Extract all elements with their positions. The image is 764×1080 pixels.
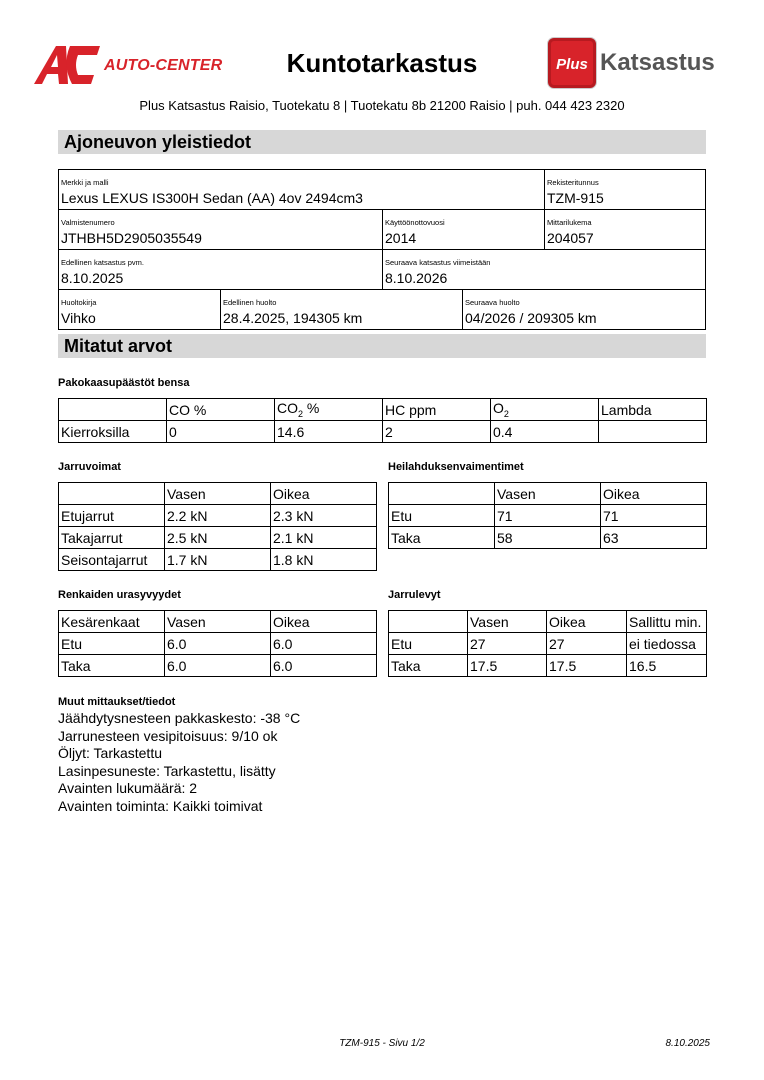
discs-row-label: Taka [389,655,468,677]
discs-min: 16.5 [627,655,707,677]
table-row [389,611,707,633]
list-item: Avainten toiminta: Kaikki toimivat [58,797,263,814]
shocks-header-right: Oikea [601,483,707,505]
shocks-table [388,482,707,549]
year-value: 2014 [385,230,417,246]
tyres-header-left: Vasen [165,611,271,633]
table-row [59,483,377,505]
discs-left: 17.5 [468,655,547,677]
discs-table [388,610,707,677]
emissions-lambda [599,421,707,443]
emissions-co: 0 [167,421,275,443]
info-row-3 [59,250,705,290]
table-row [59,527,377,549]
table-row [389,655,707,677]
list-item: Jäähdytysnesteen pakkaskesto: -38 °C [58,710,301,726]
tyres-header-type: Kesärenkaat [59,611,165,633]
table-row [59,505,377,527]
brakes-row-label: Seisontajarrut [59,549,165,571]
contact-line: Plus Katsastus Raisio, Tuotekatu 8 | Tuotekatu 8b 21200 Raisio | puh. 044 423 2320 [139,98,625,113]
shocks-right: 71 [601,505,707,527]
brakes-row-label: Takajarrut [59,527,165,549]
discs-right: 17.5 [547,655,627,677]
reg-value: TZM-915 [547,190,604,206]
tyres-row-label: Etu [59,633,165,655]
next-insp-cell [383,250,705,289]
shocks-row-label: Taka [389,527,495,549]
general-info-grid [58,169,706,330]
year-cell [383,210,545,249]
book-cell [59,290,221,329]
footer-page: TZM-915 - Sivu 1/2 [339,1038,425,1049]
next-insp-label: Seuraava katsastus viimeistään [385,258,491,267]
other-title: Muut mittaukset/tiedot [58,696,176,708]
emissions-header-o2: $O_2$ [491,399,599,421]
discs-title: Jarrulevyt [388,589,441,601]
list-item: Jarrunesteen vesipitoisuus: 9/10 ok [58,727,278,744]
next-service-label: Seuraava huolto [465,298,520,307]
discs-min: ei tiedossa [627,633,707,655]
list-item: Lasinpesuneste: Tarkastettu, lisätty [58,762,276,779]
emissions-row-label: Kierroksilla [59,421,167,443]
vin-cell [59,210,383,249]
discs-header-left: Vasen [468,611,547,633]
brakes-table [58,482,377,571]
discs-left: 27 [468,633,547,655]
last-service-label: Edellinen huolto [223,298,277,307]
brakes-left: 1.7 kN [165,549,271,571]
other-list [58,710,300,815]
last-service-cell [221,290,463,329]
emissions-co2: 14.6 [275,421,383,443]
table-row [389,505,707,527]
discs-right: 27 [547,633,627,655]
emissions-corner [59,399,167,421]
list-item: Avainten lukumäärä: 2 [58,780,198,796]
tyres-table [58,610,377,677]
last-insp-cell [59,250,383,289]
discs-row-label: Etu [389,633,468,655]
brakes-right: 2.3 kN [271,505,377,527]
book-label: Huoltokirja [61,298,97,307]
shocks-left: 58 [495,527,601,549]
brakes-left: 2.2 kN [165,505,271,527]
next-insp-value: 8.10.2026 [385,270,448,286]
tyres-right: 6.0 [271,655,377,677]
info-row-4 [59,290,705,330]
next-service-cell [463,290,705,329]
book-value: Vihko [61,310,96,326]
table-row [59,633,377,655]
table-row [59,655,377,677]
brakes-header-right: Oikea [271,483,377,505]
reg-cell [545,170,705,209]
discs-header-right: Oikea [547,611,627,633]
vin-label: Valmistenumero [61,218,115,227]
shocks-left: 71 [495,505,601,527]
odo-cell [545,210,705,249]
last-service-value: 28.4.2025, 194305 km [223,310,363,326]
emissions-header-lambda: Lambda [599,399,707,421]
brakes-left: 2.5 kN [165,527,271,549]
emissions-header-hc: HC ppm [383,399,491,421]
brakes-right: 2.1 kN [271,527,377,549]
emissions-header-co2: $CO_2$ % [275,399,383,421]
tyres-left: 6.0 [165,655,271,677]
table-row [59,399,707,421]
emissions-table [58,398,707,443]
vin-value: JTHBH5D2905035549 [61,230,202,246]
brakes-corner [59,483,165,505]
emissions-title: Pakokaasupäästöt bensa [58,377,190,389]
brakes-title: Jarruvoimat [58,461,121,473]
shocks-row-label: Etu [389,505,495,527]
plus-logo-name: Katsastus [600,49,715,76]
emissions-header-co: CO % [167,399,275,421]
plus-badge-text: Plus [556,56,588,73]
table-row [59,549,377,571]
table-row [389,527,707,549]
info-row-1 [59,170,705,210]
section-general-title: Ajoneuvon yleistiedot [58,130,706,154]
brakes-row-label: Etujarrut [59,505,165,527]
discs-header-min: Sallittu min. [627,611,707,633]
brakes-header-left: Vasen [165,483,271,505]
plus-katsastus-logo [548,38,728,88]
make-value: Lexus LEXUS IS300H Sedan (AA) 4ov 2494cm3 [61,190,363,206]
tyres-left: 6.0 [165,633,271,655]
table-row [389,633,707,655]
year-label: Käyttöönottovuosi [385,218,445,227]
tyres-right: 6.0 [271,633,377,655]
plus-badge-icon [548,38,596,88]
reg-label: Rekisteritunnus [547,178,599,187]
shocks-corner [389,483,495,505]
table-row [59,611,377,633]
tyres-title: Renkaiden urasyvyydet [58,589,181,601]
footer-date: 8.10.2025 [665,1038,710,1049]
odo-value: 204057 [547,230,594,246]
info-row-2 [59,210,705,250]
auto-center-logo-text: AUTO-CENTER [104,57,223,74]
odo-label: Mittarilukema [547,218,592,227]
table-row [389,483,707,505]
tyres-row-label: Taka [59,655,165,677]
last-insp-value: 8.10.2025 [61,270,124,286]
shocks-right: 63 [601,527,707,549]
tyres-header-right: Oikea [271,611,377,633]
make-cell [59,170,545,209]
last-insp-label: Edellinen katsastus pvm. [61,258,144,267]
shocks-title: Heilahduksenvaimentimet [388,461,524,473]
document-title: Kuntotarkastus [286,48,478,78]
make-label: Merkki ja malli [61,178,109,187]
list-item: Öljyt: Tarkastettu [58,745,163,761]
emissions-o2: 0.4 [491,421,599,443]
discs-corner [389,611,468,633]
emissions-hc: 2 [383,421,491,443]
next-service-value: 04/2026 / 209305 km [465,310,597,326]
brakes-right: 1.8 kN [271,549,377,571]
table-row [59,421,707,443]
section-measured-title: Mitatut arvot [58,334,706,358]
shocks-header-left: Vasen [495,483,601,505]
